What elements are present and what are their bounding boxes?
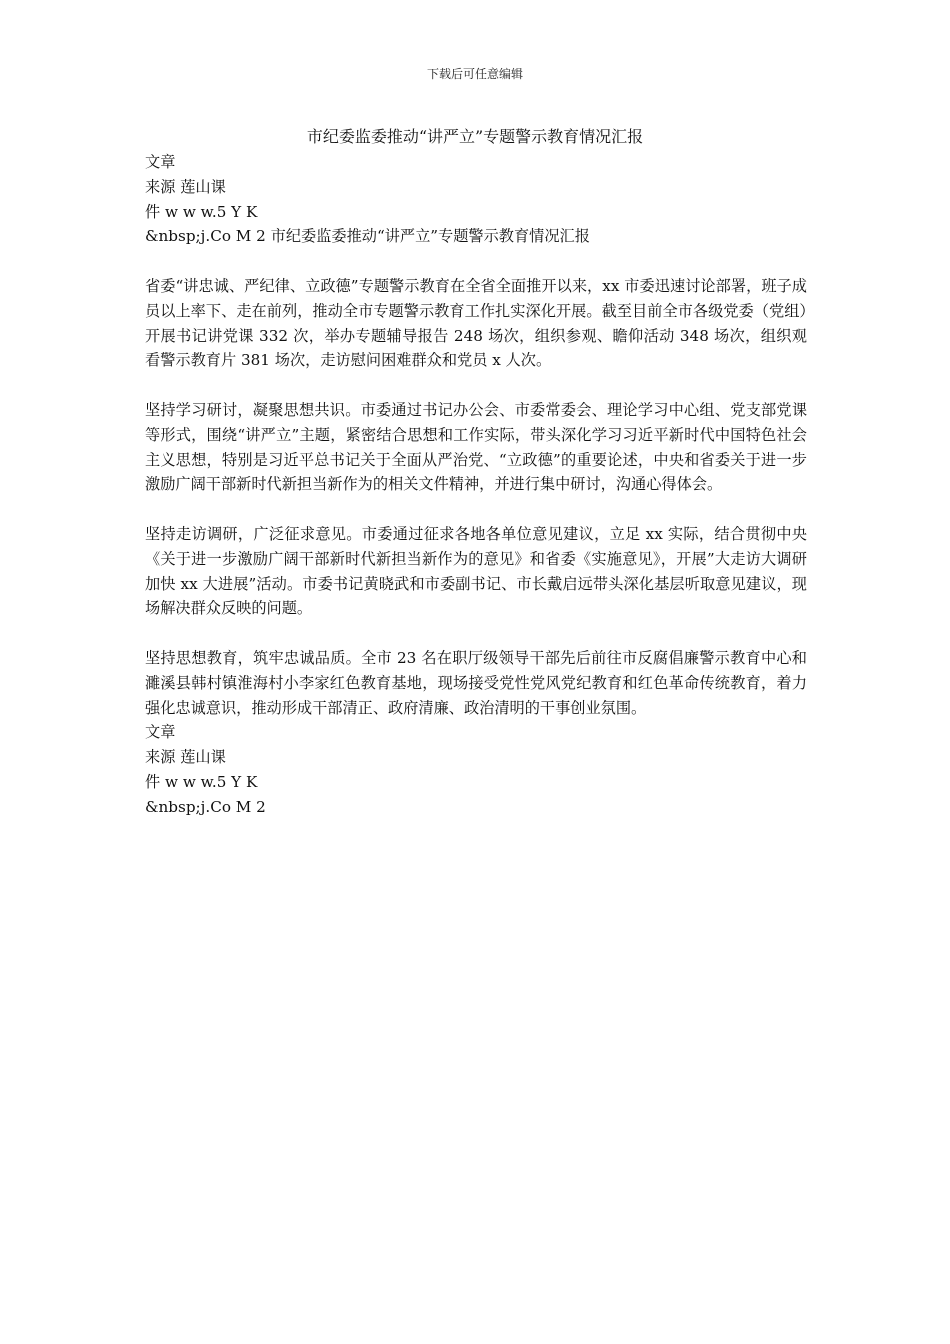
source-line-site-bottom: 件 w w w.5 Y K [145, 772, 258, 791]
header-note: 下载后可任意编辑 [426, 67, 523, 81]
source-line-domain-title: &nbsp;j.Co M 2 市纪委监委推动“讲严立”专题警示教育情况汇报 [145, 227, 590, 246]
paragraph-gap [145, 497, 807, 522]
paragraph-gap [145, 373, 807, 398]
paragraph-intro: 省委“讲忠诚、严纪律、立政德”专题警示教育在全省全面推开以来，xx 市委迅速讨论部署，班子成员以上率下、走在前列，推动全市专题警示教育工作扎实深化开展。截至目前全市各级党委（党组）开展书记讲党课 332 次，举办专题辅导报告 248 场次，组织参观、瞻仰活动 348 场次，组织观看警示教育片 381 场次，走访慰问困难群众和党员 x 人次。 [145, 276, 807, 370]
source-line-site: 件 w w w.5 Y K [145, 202, 258, 221]
source-line-origin-bottom: 来源 莲山课 [145, 748, 226, 767]
paragraph-education: 坚持思想教育，筑牢忠诚品质。全市 23 名在职厅级领导干部先后前往市反腐倡廉警示教育中心和濉溪县韩村镇淮海村小李家红色教育基地，现场接受党性党风党纪教育和红色革命传统教育，着力强化忠诚意识，推动形成干部清正、政府清廉、政治清明的干事创业氛围。 [145, 648, 807, 717]
source-line-article-bottom: 文章 [145, 723, 176, 742]
paragraph-study: 坚持学习研讨，凝聚思想共识。市委通过书记办公会、市委常委会、理论学习中心组、党支部党课等形式，围绕“讲严立”主题，紧密结合思想和工作实际，带头深化学习习近平新时代中国特色社会主义思想，特别是习近平总书记关于全面从严治党、“立政德”的重要论述，中央和省委关于进一步激励广阔干部新时代新担当新作为的相关文件精神，并进行集中研讨，沟通心得体会。 [145, 400, 807, 494]
source-line-article: 文章 [145, 153, 176, 171]
paragraph-gap [145, 249, 807, 274]
source-line-origin: 来源 莲山课 [145, 177, 226, 196]
source-line-domain-bottom: &nbsp;j.Co M 2 [145, 797, 266, 816]
document-body [145, 150, 807, 820]
document-title: 市纪委监委推动“讲严立”专题警示教育情况汇报 [306, 127, 644, 146]
paragraph-gap [145, 621, 807, 646]
paragraph-survey: 坚持走访调研，广泛征求意见。市委通过征求各地各单位意见建议，立足 xx 实际，结合贯彻中央《关于进一步激励广阔干部新时代新担当新作为的意见》和省委《实施意见》，开展”大走访大调研 加快 xx 大进展”活动。市委书记黄晓武和市委副书记、市长戴启远带头深化基层听取意见建议，现场解决群众反映的问题。 [145, 524, 807, 618]
